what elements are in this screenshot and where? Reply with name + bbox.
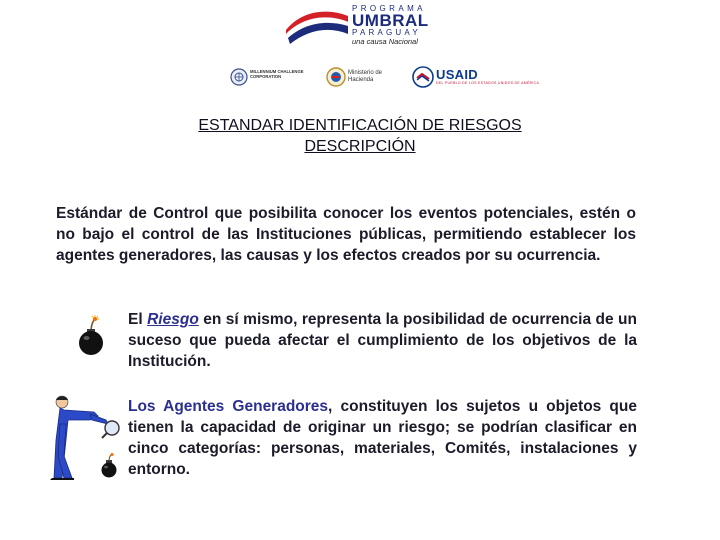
riesgo-body: en sí mismo, representa la posibilidad de ocurrencia de un suceso que pueda afectar el cumplimiento de los objetivos de la Institución. bbox=[128, 311, 637, 370]
intro-paragraph: Estándar de Control que posibilita conocer los eventos potenciales, estén o no bajo el control de las Instituciones públicas, permitiendo establecer los agentes generadores, las causas y los efectos creados por su ocurrencia. bbox=[56, 205, 636, 264]
hacienda-seal-icon bbox=[326, 67, 346, 87]
ministerio-hacienda-logo bbox=[326, 66, 404, 88]
riesgo-term: Riesgo bbox=[147, 311, 199, 328]
title-line-2: DESCRIPCIÓN bbox=[304, 138, 416, 155]
mcc-logo-text: MILLENNIUM CHALLENGE CORPORATION bbox=[250, 69, 304, 79]
mcc-seal-icon bbox=[230, 68, 248, 86]
usaid-wordmark: USAID bbox=[436, 67, 478, 82]
agentes-paragraph bbox=[128, 396, 637, 480]
mcc-logo bbox=[230, 66, 322, 88]
usaid-subtext: DEL PUEBLO DE LOS ESTADOS UNIDOS DE AMÉRICA bbox=[436, 81, 540, 85]
brand-line-programa: PROGRAMA bbox=[352, 4, 426, 13]
partner-logos bbox=[230, 66, 540, 88]
usaid-seal-icon bbox=[412, 66, 434, 88]
usaid-logo bbox=[412, 66, 540, 88]
brand-line-umbral: UMBRAL bbox=[352, 11, 429, 30]
paraguay-flag-swoosh-icon bbox=[284, 8, 350, 44]
brand-line-paraguay: PARAGUAY bbox=[352, 28, 421, 37]
agentes-body: , constituyen los sujetos u objetos que tienen la capacidad de originar un riesgo; se podrían clasificar en cinco categorías: personas, materiales, Comités, instalaciones y entorno. bbox=[128, 398, 637, 478]
small-bomb-icon bbox=[98, 452, 120, 478]
hacienda-logo-text: Ministerio de Hacienda bbox=[348, 70, 383, 83]
riesgo-paragraph bbox=[128, 309, 637, 372]
programa-umbral-logo bbox=[284, 4, 440, 46]
title-line-1: ESTANDAR IDENTIFICACIÓN DE RIESGOS bbox=[198, 117, 522, 134]
slide-title bbox=[0, 115, 720, 157]
bomb-icon bbox=[74, 314, 108, 356]
riesgo-prefix: El bbox=[128, 311, 148, 328]
brand-tagline: una causa Nacional bbox=[352, 37, 418, 46]
agentes-term: Los Agentes Generadores bbox=[128, 398, 329, 415]
